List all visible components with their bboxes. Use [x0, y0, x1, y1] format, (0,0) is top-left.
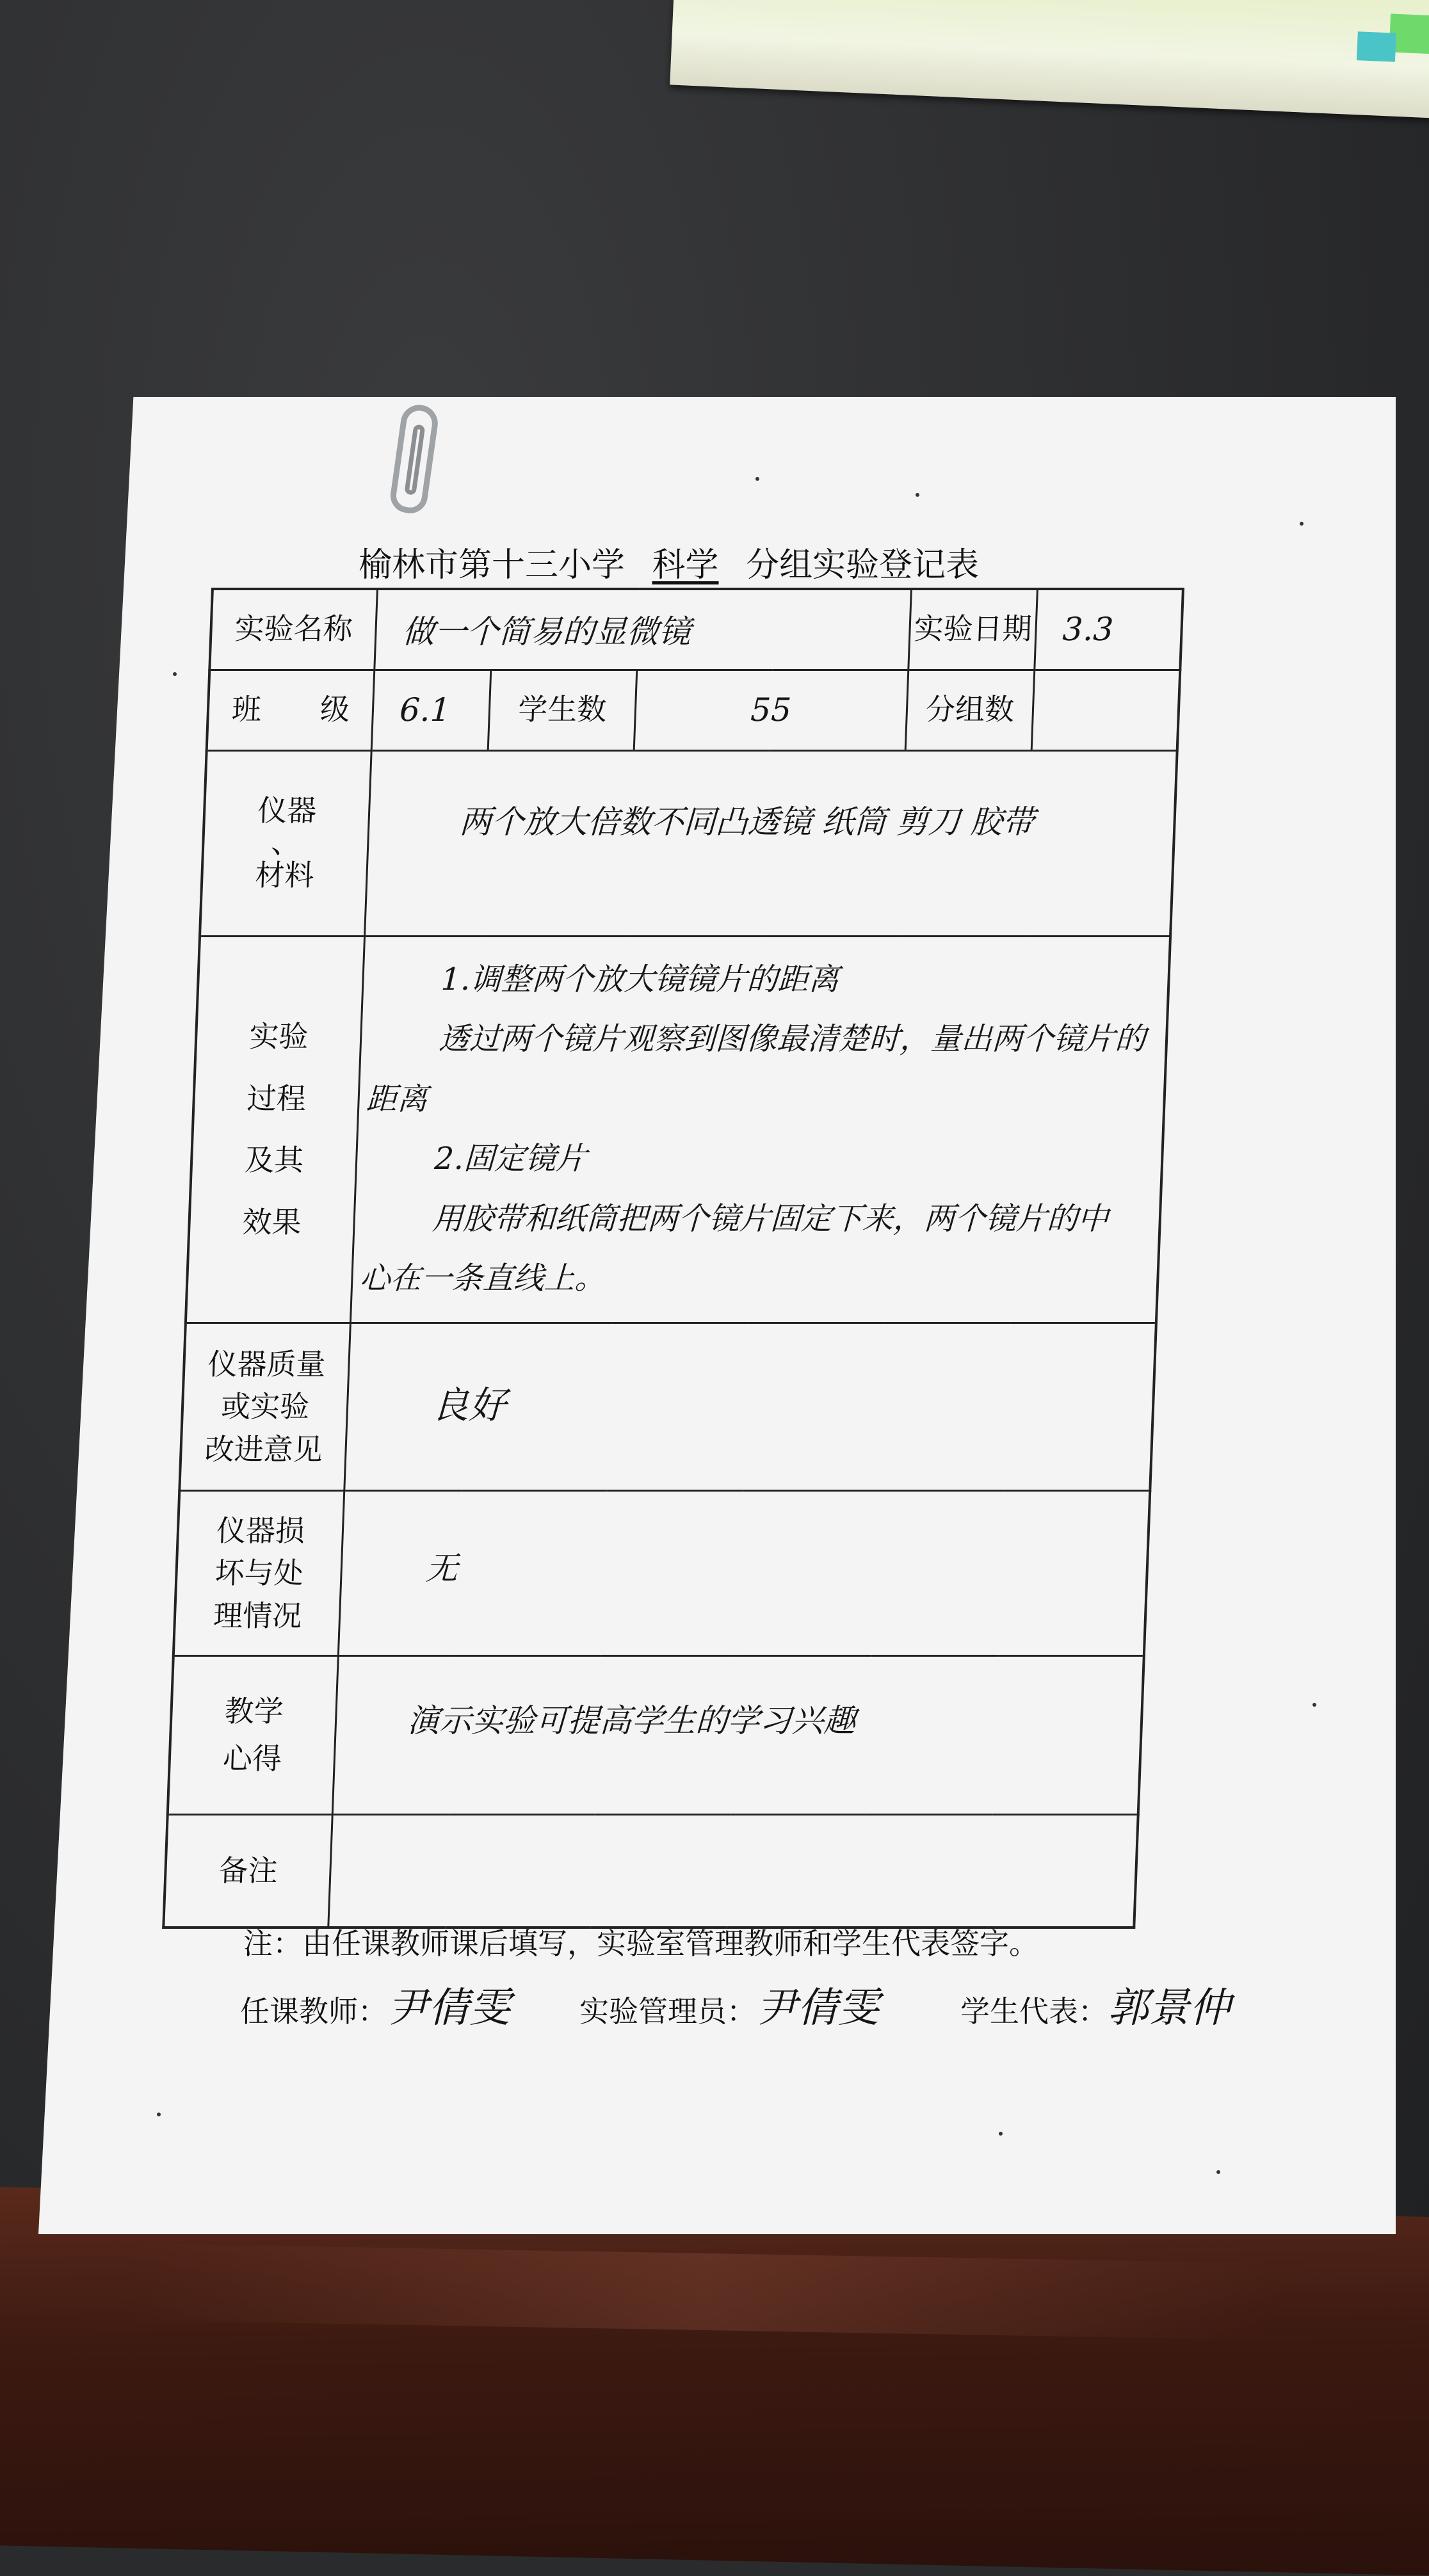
class-label: 班 级 — [207, 670, 375, 750]
speck — [1216, 2170, 1220, 2174]
row-reflection — [168, 1656, 1144, 1815]
teacher-signature — [240, 1975, 510, 2034]
group-count-value[interactable] — [1031, 670, 1180, 750]
speck — [173, 672, 177, 676]
reflection-label-line: 教学 — [223, 1693, 284, 1728]
speck — [1300, 522, 1304, 526]
speck — [999, 2132, 1003, 2136]
quality-label-line: 或实验 — [220, 1389, 311, 1424]
process-line: 2.固定镜片 — [433, 1141, 588, 1177]
form-table — [162, 588, 1184, 1929]
manager-label: 实验管理员： — [579, 1994, 756, 2029]
materials-value[interactable]: 两个放大倍数不同凸透镜 纸筒 剪刀 胶带 — [365, 750, 1177, 936]
damage-label — [174, 1491, 344, 1656]
student-rep-signature — [960, 1975, 1231, 2034]
student-count-label: 学生数 — [488, 670, 636, 750]
footer-note: 注：由任课教师课后填写，实验室管理教师和学生代表签字。 — [243, 1926, 1038, 1961]
row-quality — [179, 1323, 1156, 1491]
manager-signature — [579, 1975, 879, 2034]
row-damage — [174, 1491, 1150, 1656]
process-label-line: 实验 — [248, 1019, 309, 1054]
materials-label-line-2: 、 — [270, 825, 302, 860]
damage-value[interactable]: 无 — [339, 1491, 1150, 1656]
remarks-label: 备注 — [163, 1815, 332, 1928]
reflection-label — [168, 1656, 339, 1815]
experiment-date-label: 实验日期 — [908, 589, 1038, 670]
quality-label — [179, 1323, 350, 1491]
cyan-tab — [1357, 31, 1396, 62]
form-title — [359, 538, 1127, 586]
quality-value[interactable]: 良好 — [344, 1323, 1156, 1491]
row-materials — [200, 750, 1177, 936]
form-name: 分组实验登记表 — [746, 546, 980, 584]
group-count-label: 分组数 — [905, 670, 1035, 750]
reflection-label-line: 心得 — [222, 1741, 283, 1776]
row-class-students — [207, 670, 1181, 750]
quality-label-line: 仪器质量 — [207, 1346, 327, 1381]
process-value[interactable] — [351, 936, 1170, 1323]
process-line: 透过两个镜片观察到图像最清楚时，量出两个镜片的 — [438, 1021, 1147, 1058]
process-line: 1.调整两个放大镜镜片的距离 — [440, 961, 840, 997]
quality-label-line: 改进意见 — [204, 1431, 323, 1467]
student-rep-label: 学生代表： — [960, 1994, 1108, 2029]
school-name: 榆林市第十三小学 — [359, 546, 626, 584]
row-name-date — [209, 589, 1183, 670]
damage-label-line: 仪器损 — [216, 1513, 306, 1548]
speck — [916, 493, 919, 497]
process-line: 心在一条直线上。 — [359, 1260, 606, 1297]
row-remarks — [163, 1815, 1138, 1928]
speck — [755, 477, 759, 481]
teacher-label: 任课教师： — [240, 1994, 387, 2029]
materials-label — [200, 750, 371, 936]
process-label-line: 及其 — [244, 1143, 305, 1178]
process-label-line: 效果 — [241, 1204, 302, 1239]
experiment-name-value[interactable]: 做一个简易的显微镜 — [375, 589, 911, 670]
class-value[interactable]: 6.1 — [371, 670, 491, 750]
process-label — [186, 936, 365, 1323]
materials-label-line-3: 材料 — [254, 857, 315, 892]
damage-label-line: 理情况 — [213, 1598, 303, 1633]
experiment-date-value[interactable]: 3.3 — [1035, 589, 1183, 670]
manager-sign[interactable]: 尹倩雯 — [756, 1984, 879, 2032]
student-rep-sign[interactable]: 郭景仲 — [1108, 1984, 1231, 2032]
subject-name: 科学 — [652, 546, 719, 584]
speck — [1312, 1703, 1316, 1707]
process-label-line: 过程 — [246, 1081, 307, 1116]
damage-label-line: 坏与处 — [214, 1556, 304, 1591]
process-line: 距离 — [365, 1081, 428, 1117]
reflection-value[interactable]: 演示实验可提高学生的学习兴趣 — [332, 1656, 1143, 1815]
teacher-sign[interactable]: 尹倩雯 — [387, 1984, 510, 2032]
materials-label-line-1: 仪器 — [257, 793, 318, 828]
student-count-value[interactable]: 55 — [634, 670, 908, 750]
remarks-value[interactable] — [328, 1815, 1138, 1928]
process-line: 用胶带和纸筒把两个镜片固定下来，两个镜片的中 — [432, 1200, 1110, 1237]
row-process — [186, 936, 1170, 1323]
speck — [157, 2113, 161, 2116]
experiment-name-label: 实验名称 — [209, 589, 377, 670]
experiment-register-form — [163, 588, 1184, 1919]
